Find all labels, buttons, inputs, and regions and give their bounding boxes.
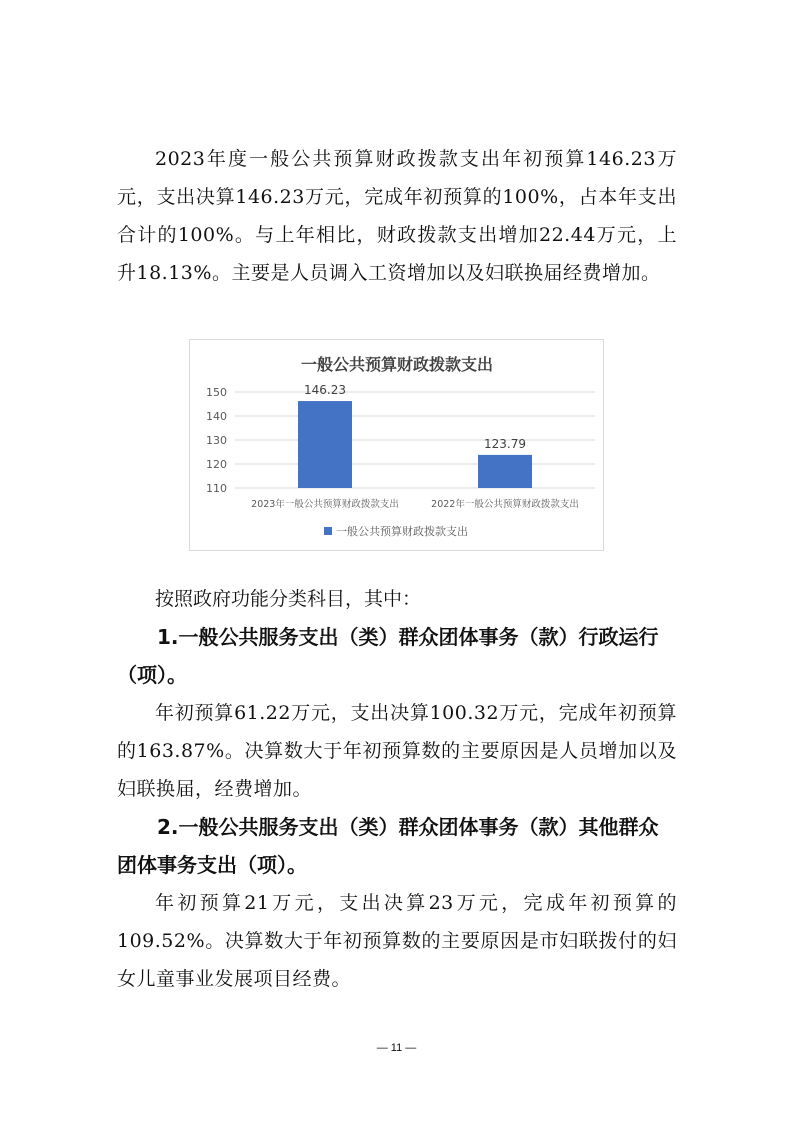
chart-title: 一般公共预算财政拨款支出 bbox=[300, 355, 494, 374]
legend-label: 一般公共预算财政拨款支出 bbox=[336, 525, 468, 538]
data-label: 146.23 bbox=[304, 383, 346, 398]
data-label: 123.79 bbox=[484, 436, 526, 451]
y-tick-label: 110 bbox=[206, 482, 227, 495]
body-item-2: 年初预算21万元，支出决算23万元，完成年初预算的109.52%。决算数大于年初预算数的主要原因是市妇联拨付的妇女儿童事业发展项目经费。 bbox=[117, 892, 677, 990]
body-item-1: 年初预算61.22万元，支出决算100.32万元，完成年初预算的163.87%。决算数大于年初预算数的主要原因是人员增加以及妇联换届，经费增加。 bbox=[117, 702, 677, 800]
x-tick-label: 2022年一般公共预算财政拨款支出 bbox=[431, 499, 579, 510]
y-tick-label: 120 bbox=[206, 458, 227, 471]
bar-chart-svg bbox=[190, 340, 605, 552]
classification-text: 按照政府功能分类科目，其中： bbox=[155, 588, 422, 610]
bar bbox=[478, 455, 532, 488]
bar-chart bbox=[189, 339, 604, 551]
y-tick-label: 130 bbox=[206, 434, 227, 447]
x-tick-label: 2023年一般公共预算财政拨款支出 bbox=[251, 499, 399, 510]
bar bbox=[298, 401, 352, 488]
heading-item-1: 1.一般公共服务支出（类）群众团体事务（款）行政运行（项）。 bbox=[117, 625, 659, 687]
intro-paragraph: 2023年度一般公共预算财政拨款支出年初预算146.23万元，支出决算146.23万元，完成年初预算的100%，占本年支出合计的100%。与上年相比，财政拨款支出增加22.44万元，上升18.13%。主要是人员调入工资增加以及妇联换届经费增加。 bbox=[117, 148, 677, 284]
y-tick-label: 150 bbox=[206, 386, 227, 399]
y-tick-label: 140 bbox=[206, 410, 227, 423]
legend-swatch bbox=[324, 527, 332, 535]
heading-item-2: 2.一般公共服务支出（类）群众团体事务（款）其他群众团体事务支出（项）。 bbox=[117, 815, 659, 877]
page-number: — 11 — bbox=[376, 1042, 417, 1054]
